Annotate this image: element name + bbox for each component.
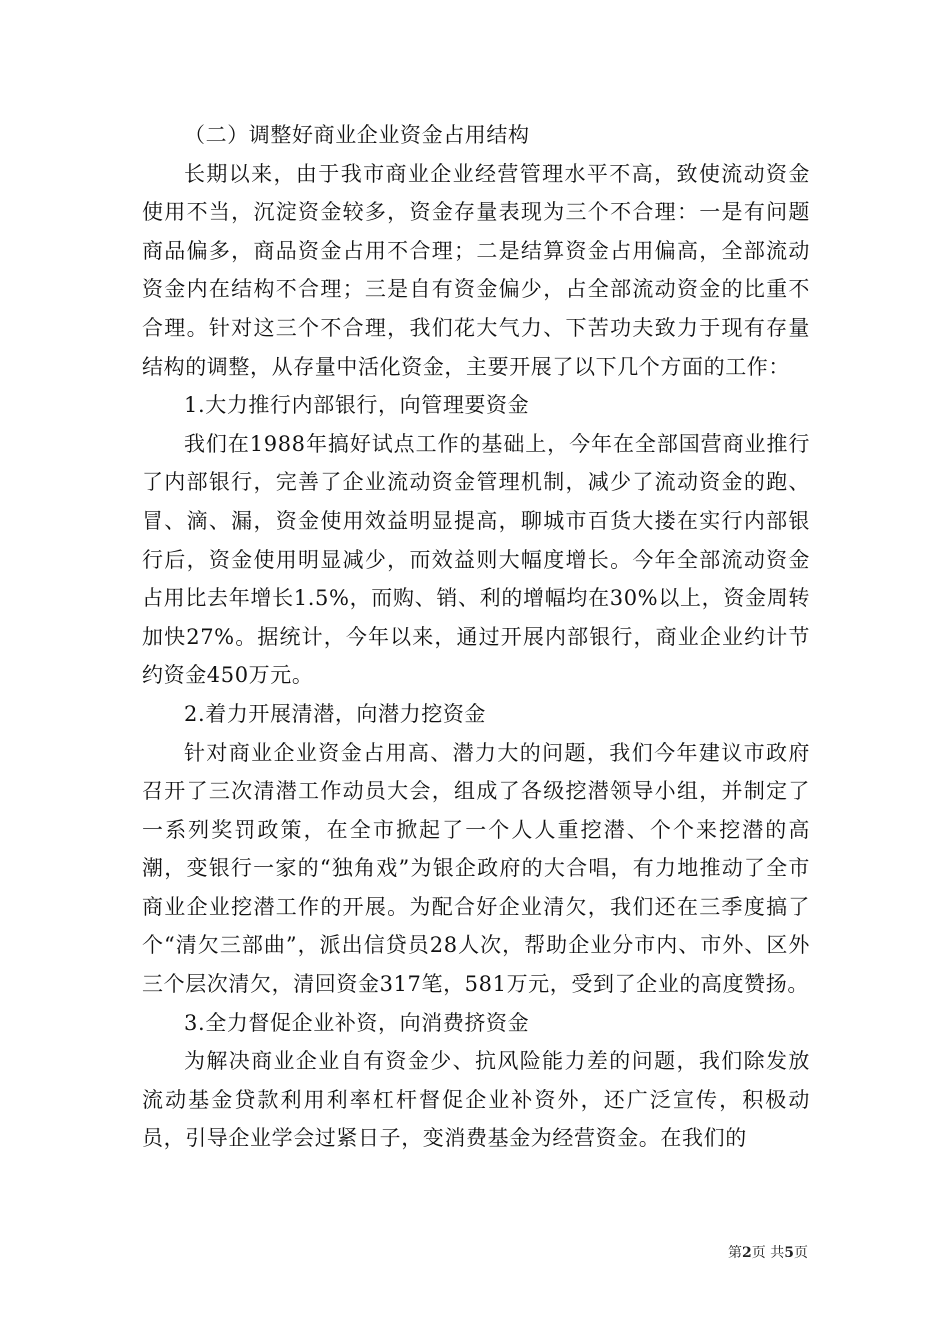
footer-total-pages: 5 bbox=[784, 1245, 794, 1261]
paragraph-clearing: 针对商业企业资金占用高、潜力大的问题，我们今年建议市政府召开了三次清潜工作动员大会，组成了各级挖潜领导小组，并制定了一系列奖罚政策，在全市掀起了一个人人重挖潜、个个来挖潜的高潮，变银行一家的“独角戏”为银企政府的大合唱，有力地推动了全市商业企业挖潜工作的开展。为配合好企业清欠，我们还在三季度搞了个“清欠三部曲”，派出信贷员28人次，帮助企业分市内、市外、区外三个层次清欠，清回资金317笔，581万元，受到了企业的高度赞扬。 bbox=[142, 740, 810, 997]
footer-prefix: 第 bbox=[728, 1245, 743, 1261]
section-heading-2: （二）调整好商业企业资金占用结构 bbox=[184, 123, 530, 147]
paragraph-intro: 长期以来，由于我市商业企业经营管理水平不高，致使流动资金使用不当，沉淀资金较多，资金存量表现为三个不合理：一是有问题商品偏多，商品资金占用不合理；二是结算资金占用偏高，全部流动资金内在结构不合理；三是自有资金偏少，占全部流动资金的比重不合理。针对这三个不合理，我们花大气力、下苦功夫致力于现有存量结构的调整，从存量中活化资金，主要开展了以下几个方面的工作： bbox=[142, 161, 810, 379]
page-footer bbox=[728, 1242, 808, 1262]
subheading-capital-supplement: 3.全力督促企业补资，向消费挤资金 bbox=[184, 1010, 530, 1035]
body-text bbox=[142, 116, 810, 1158]
subheading-internal-bank: 1.大力推行内部银行，向管理要资金 bbox=[184, 393, 530, 418]
footer-suffix: 页 bbox=[794, 1245, 808, 1261]
paragraph-capital-supplement: 为解决商业企业自有资金少、抗风险能力差的问题，我们除发放流动基金贷款利用利率杠杆督促企业补资外，还广泛宣传，积极动员，引导企业学会过紧日子，变消费基金为经营资金。在我们的 bbox=[142, 1049, 810, 1151]
footer-middle: 页 共 bbox=[751, 1245, 785, 1261]
subheading-clearing: 2.着力开展清潜，向潜力挖资金 bbox=[184, 701, 487, 726]
footer-current-page: 2 bbox=[742, 1245, 752, 1261]
paragraph-internal-bank: 我们在1988年搞好试点工作的基础上，今年在全部国营商业推行了内部银行，完善了企业流动资金管理机制，减少了流动资金的跑、冒、滴、漏，资金使用效益明显提高，聊城市百货大搂在实行内部银行后，资金使用明显减少，而效益则大幅度增长。今年全部流动资金占用比去年增长1.5%，而购、销、利的增幅均在30%以上，资金周转加快27%。据统计，今年以来，通过开展内部银行，商业企业约计节约资金450万元。 bbox=[142, 431, 810, 688]
